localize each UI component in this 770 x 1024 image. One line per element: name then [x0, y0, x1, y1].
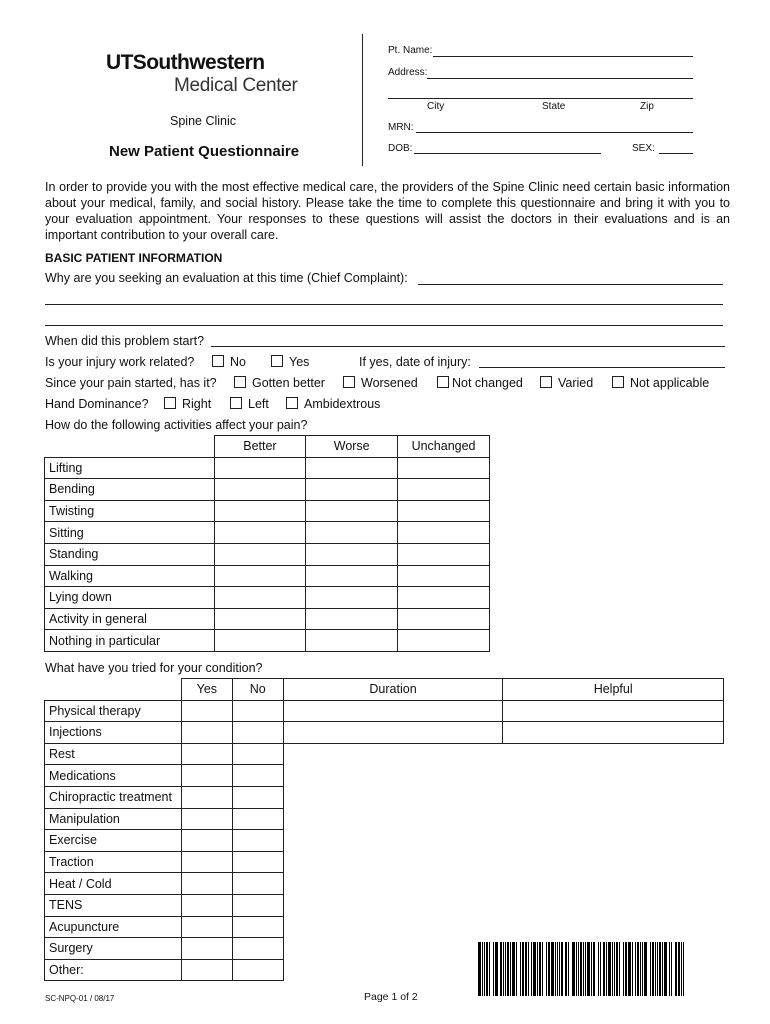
address-label: Address: [388, 67, 428, 78]
table-cell[interactable] [232, 808, 283, 830]
table-cell[interactable] [181, 786, 232, 808]
barcode-bar [489, 942, 490, 996]
table-cell[interactable] [214, 587, 306, 609]
barcode-bar [495, 942, 498, 996]
intro-paragraph: In order to provide you with the most effective medical care, the providers of the Spine Clinic need certain basic information about your medical, family, and social history. Please take the time to complete this questionnaire and bring it with you to your evaluation appointment. Your responses to these questions will assist the doctors in their evaluations and is an important contribution to your overall care. [45, 180, 730, 242]
barcode-bar [662, 942, 663, 996]
table-cell[interactable] [232, 765, 283, 787]
table-cell[interactable] [232, 873, 283, 895]
option-label: Ambidextrous [304, 397, 381, 411]
row-label: Manipulation [45, 808, 182, 830]
checkbox[interactable] [164, 397, 176, 409]
checkbox[interactable] [234, 376, 246, 388]
table-row [45, 765, 724, 787]
state-label: State [542, 101, 566, 112]
table-cell[interactable] [232, 743, 283, 765]
header-divider [362, 34, 363, 166]
row-label: Exercise [45, 830, 182, 852]
barcode-bar [546, 942, 547, 996]
table-cell[interactable] [214, 630, 306, 652]
form-code: SC-NPQ-01 / 08/17 [45, 994, 115, 1003]
table-row [45, 894, 724, 916]
table-row [45, 630, 490, 652]
barcode-bar [625, 942, 627, 996]
pain-option-worsened[interactable] [343, 376, 418, 390]
empty-area [283, 786, 723, 808]
table-cell[interactable] [181, 830, 232, 852]
barcode-bar [642, 942, 643, 996]
table-row [45, 608, 490, 630]
pain-option-not-changed[interactable] [437, 376, 523, 390]
barcode-bar [486, 942, 488, 996]
barcode-bar [671, 942, 672, 996]
col-helpful: Helpful [503, 679, 724, 701]
col-no: No [232, 679, 283, 701]
table-cell[interactable] [306, 479, 398, 501]
barcode-bar [675, 942, 677, 996]
table-cell[interactable] [232, 959, 283, 981]
barcode-bar [525, 942, 527, 996]
hand-option-right[interactable] [164, 397, 211, 411]
table-cell[interactable] [232, 851, 283, 873]
table-cell[interactable] [306, 522, 398, 544]
pain-option-gotten-better[interactable] [234, 376, 325, 390]
barcode-bar [482, 942, 483, 996]
barcode-bar [555, 942, 556, 996]
barcode-bar [591, 942, 592, 996]
barcode-bar [598, 942, 599, 996]
row-label: Lying down [45, 587, 215, 609]
table-cell[interactable] [214, 457, 306, 479]
pt-name-field[interactable] [433, 56, 693, 57]
row-label: Rest [45, 743, 182, 765]
row-label: Surgery [45, 938, 182, 960]
table-cell[interactable] [181, 916, 232, 938]
sex-field[interactable] [659, 153, 693, 154]
injury-date-field[interactable] [479, 367, 725, 368]
barcode-bar [623, 942, 624, 996]
table-cell[interactable] [232, 894, 283, 916]
table-cell[interactable] [306, 630, 398, 652]
table-header-row [45, 436, 490, 458]
barcode-bar [510, 942, 511, 996]
work-related-yes[interactable] [271, 355, 309, 369]
address-field[interactable] [427, 78, 693, 79]
barcode-bar [608, 942, 611, 996]
table-cell[interactable] [503, 700, 724, 722]
activities-label: How do the following activities affect your pain? [45, 418, 308, 432]
table-cell[interactable] [398, 457, 490, 479]
table-cell[interactable] [181, 765, 232, 787]
barcode-bar [616, 942, 618, 996]
tried-label: What have you tried for your condition? [45, 661, 263, 675]
table-cell[interactable] [398, 543, 490, 565]
barcode-bar [678, 942, 680, 996]
barcode-bar [503, 942, 504, 996]
table-row [45, 700, 724, 722]
mrn-label: MRN: [388, 122, 414, 133]
row-label: Sitting [45, 522, 215, 544]
barcode-bar [619, 942, 620, 996]
barcode-bar [655, 942, 656, 996]
table-cell[interactable] [181, 722, 232, 744]
table-cell[interactable] [181, 938, 232, 960]
checkbox[interactable] [286, 397, 298, 409]
chief-complaint-line-3[interactable] [45, 325, 723, 326]
barcode-bar [568, 942, 569, 996]
barcode-bar [561, 942, 563, 996]
page-title: New Patient Questionnaire [109, 143, 300, 160]
barcode-bar [478, 942, 481, 996]
table-cell[interactable] [232, 700, 283, 722]
chief-complaint-field[interactable] [418, 284, 723, 285]
col-better: Better [214, 436, 306, 458]
table-cell[interactable] [306, 565, 398, 587]
problem-start-label: When did this problem start? [45, 334, 205, 348]
barcode-bar [640, 942, 641, 996]
problem-start-field[interactable] [211, 346, 725, 347]
barcode-bar [600, 942, 601, 996]
option-label: Left [248, 397, 269, 411]
empty-area [283, 851, 723, 873]
table-cell[interactable] [181, 808, 232, 830]
chief-complaint-line-2[interactable] [45, 304, 723, 305]
table-row [45, 808, 724, 830]
barcode-bar [593, 942, 595, 996]
barcode-bar [512, 942, 515, 996]
barcode-bar [565, 942, 567, 996]
checkbox[interactable] [271, 355, 283, 367]
table-cell[interactable] [181, 851, 232, 873]
section-title: BASIC PATIENT INFORMATION [45, 251, 223, 265]
row-label: Traction [45, 851, 182, 873]
table-cell[interactable] [181, 959, 232, 981]
mrn-field[interactable] [416, 132, 693, 133]
pt-name-label: Pt. Name: [388, 45, 433, 56]
checkbox[interactable] [437, 376, 449, 388]
checkbox[interactable] [343, 376, 355, 388]
checkbox[interactable] [540, 376, 552, 388]
row-label: Chiropractic treatment [45, 786, 182, 808]
option-label: Worsened [361, 376, 418, 390]
table-row [45, 830, 724, 852]
row-label: Other: [45, 959, 182, 981]
barcode-bar [587, 942, 590, 996]
empty-area [283, 873, 723, 895]
sex-label: SEX: [632, 143, 655, 154]
barcode-bar [539, 942, 541, 996]
table-cell[interactable] [232, 786, 283, 808]
table-cell[interactable] [398, 522, 490, 544]
barcode-bar [576, 942, 577, 996]
barcode-bar [531, 942, 532, 996]
dob-field[interactable] [414, 153, 601, 154]
table-row [45, 500, 490, 522]
barcode-bar [606, 942, 607, 996]
address-line-2[interactable] [388, 98, 693, 99]
clinic-name: Spine Clinic [170, 114, 237, 128]
option-label: Right [182, 397, 212, 411]
barcode-bar [493, 942, 494, 996]
hand-option-left[interactable] [230, 397, 269, 411]
barcode-bar [572, 942, 575, 996]
barcode-bar [650, 942, 651, 996]
barcode-bar [614, 942, 615, 996]
table-cell[interactable] [232, 938, 283, 960]
table-row [45, 479, 490, 501]
table-cell[interactable] [306, 500, 398, 522]
table-cell[interactable] [214, 500, 306, 522]
barcode-bar [520, 942, 521, 996]
barcode-bar [484, 942, 485, 996]
barcode-bar [652, 942, 654, 996]
barcode-bar [542, 942, 543, 996]
barcode-bar [548, 942, 550, 996]
row-label: Acupuncture [45, 916, 182, 938]
row-label: Medications [45, 765, 182, 787]
table-corner [45, 679, 182, 701]
table-row [45, 786, 724, 808]
barcode-bar [637, 942, 639, 996]
table-cell[interactable] [398, 565, 490, 587]
barcode-bar [500, 942, 502, 996]
table-cell[interactable] [306, 608, 398, 630]
col-duration: Duration [283, 679, 503, 701]
injury-date-label: If yes, date of injury: [359, 355, 471, 369]
pain-since-label: Since your pain started, has it? [45, 376, 217, 390]
barcode-bar [669, 942, 670, 996]
hand-option-ambidextrous[interactable] [286, 397, 380, 411]
table-cell[interactable] [398, 587, 490, 609]
barcode-bar [559, 942, 560, 996]
barcode-bar [557, 942, 558, 996]
row-label: Twisting [45, 500, 215, 522]
option-label: Not changed [452, 376, 523, 390]
barcode-bar [537, 942, 538, 996]
barcode-bar [657, 942, 658, 996]
row-label: Lifting [45, 457, 215, 479]
table-row [45, 916, 724, 938]
barcode-bar [507, 942, 509, 996]
row-label: Heat / Cold [45, 873, 182, 895]
table-row [45, 587, 490, 609]
table-cell[interactable] [503, 722, 724, 744]
col-unchanged: Unchanged [398, 436, 490, 458]
barcode-bar [533, 942, 536, 996]
dob-label: DOB: [388, 143, 413, 154]
city-label: City [427, 101, 445, 112]
logo-secondary: Medical Center [174, 75, 298, 96]
barcode-bar [659, 942, 661, 996]
barcode-bar [505, 942, 506, 996]
option-label: Not applicable [630, 376, 710, 390]
barcode-bar [681, 942, 682, 996]
table-row [45, 722, 724, 744]
table-cell[interactable] [181, 700, 232, 722]
barcode-bar [603, 942, 605, 996]
page-number: Page 1 of 2 [364, 991, 418, 1003]
barcode-bar [516, 942, 517, 996]
pain-option-not-applicable[interactable] [612, 376, 709, 390]
empty-area [283, 765, 723, 787]
barcode-bar [528, 942, 529, 996]
barcode-bar [664, 942, 667, 996]
row-label: Activity in general [45, 608, 215, 630]
empty-area [283, 916, 723, 938]
barcode-bar [522, 942, 524, 996]
table-header-row [45, 679, 724, 701]
work-related-label: Is your injury work related? [45, 355, 195, 369]
barcode-bar [585, 942, 586, 996]
table-cell[interactable] [398, 608, 490, 630]
table-row [45, 522, 490, 544]
pain-option-varied[interactable] [540, 376, 593, 390]
empty-area [283, 808, 723, 830]
barcode-bar [612, 942, 613, 996]
option-label: Yes [289, 355, 310, 369]
barcode-image [478, 942, 726, 996]
table-cell[interactable] [232, 916, 283, 938]
row-label: Standing [45, 543, 215, 565]
row-label: Bending [45, 479, 215, 501]
activity-table [44, 435, 490, 652]
table-row [45, 543, 490, 565]
barcode-bar [644, 942, 647, 996]
option-label: No [230, 355, 246, 369]
table-cell[interactable] [306, 587, 398, 609]
table-cell[interactable] [398, 479, 490, 501]
row-label: TENS [45, 894, 182, 916]
barcode-bar [578, 942, 579, 996]
barcode-bar [583, 942, 584, 996]
zip-label: Zip [640, 101, 654, 112]
barcode-bar [551, 942, 554, 996]
option-label: Gotten better [252, 376, 325, 390]
table-cell[interactable] [181, 894, 232, 916]
table-cell[interactable] [306, 543, 398, 565]
table-row [45, 743, 724, 765]
table-cell[interactable] [214, 565, 306, 587]
barcode-bar [635, 942, 636, 996]
row-label: Physical therapy [45, 700, 182, 722]
barcode-bar [580, 942, 582, 996]
table-cell[interactable] [214, 608, 306, 630]
col-yes: Yes [181, 679, 232, 701]
row-label: Walking [45, 565, 215, 587]
table-row [45, 457, 490, 479]
checkbox[interactable] [612, 376, 624, 388]
table-cell[interactable] [398, 630, 490, 652]
empty-area [283, 894, 723, 916]
checkbox[interactable] [230, 397, 242, 409]
table-cell[interactable] [214, 522, 306, 544]
option-label: Varied [558, 376, 594, 390]
table-cell[interactable] [181, 743, 232, 765]
barcode-bar [628, 942, 631, 996]
treatment-table [44, 678, 724, 981]
chief-complaint-label: Why are you seeking an evaluation at this time (Chief Complaint): [45, 271, 408, 285]
table-cell[interactable] [398, 500, 490, 522]
table-row [45, 851, 724, 873]
row-label: Injections [45, 722, 182, 744]
table-cell[interactable] [283, 700, 503, 722]
row-label: Nothing in particular [45, 630, 215, 652]
logo-primary: UTSouthwestern [106, 51, 265, 74]
table-cell[interactable] [232, 722, 283, 744]
table-cell[interactable] [232, 830, 283, 852]
table-cell[interactable] [306, 457, 398, 479]
table-cell[interactable] [214, 543, 306, 565]
checkbox[interactable] [212, 355, 224, 367]
table-row [45, 873, 724, 895]
table-row [45, 565, 490, 587]
empty-area [283, 830, 723, 852]
table-cell[interactable] [214, 479, 306, 501]
work-related-no[interactable] [212, 355, 246, 369]
col-worse: Worse [306, 436, 398, 458]
empty-area [283, 743, 723, 765]
table-cell[interactable] [181, 873, 232, 895]
hand-dominance-label: Hand Dominance? [45, 397, 149, 411]
table-corner [45, 436, 215, 458]
barcode-bar [632, 942, 633, 996]
table-cell[interactable] [283, 722, 503, 744]
barcode-bar [683, 942, 684, 996]
